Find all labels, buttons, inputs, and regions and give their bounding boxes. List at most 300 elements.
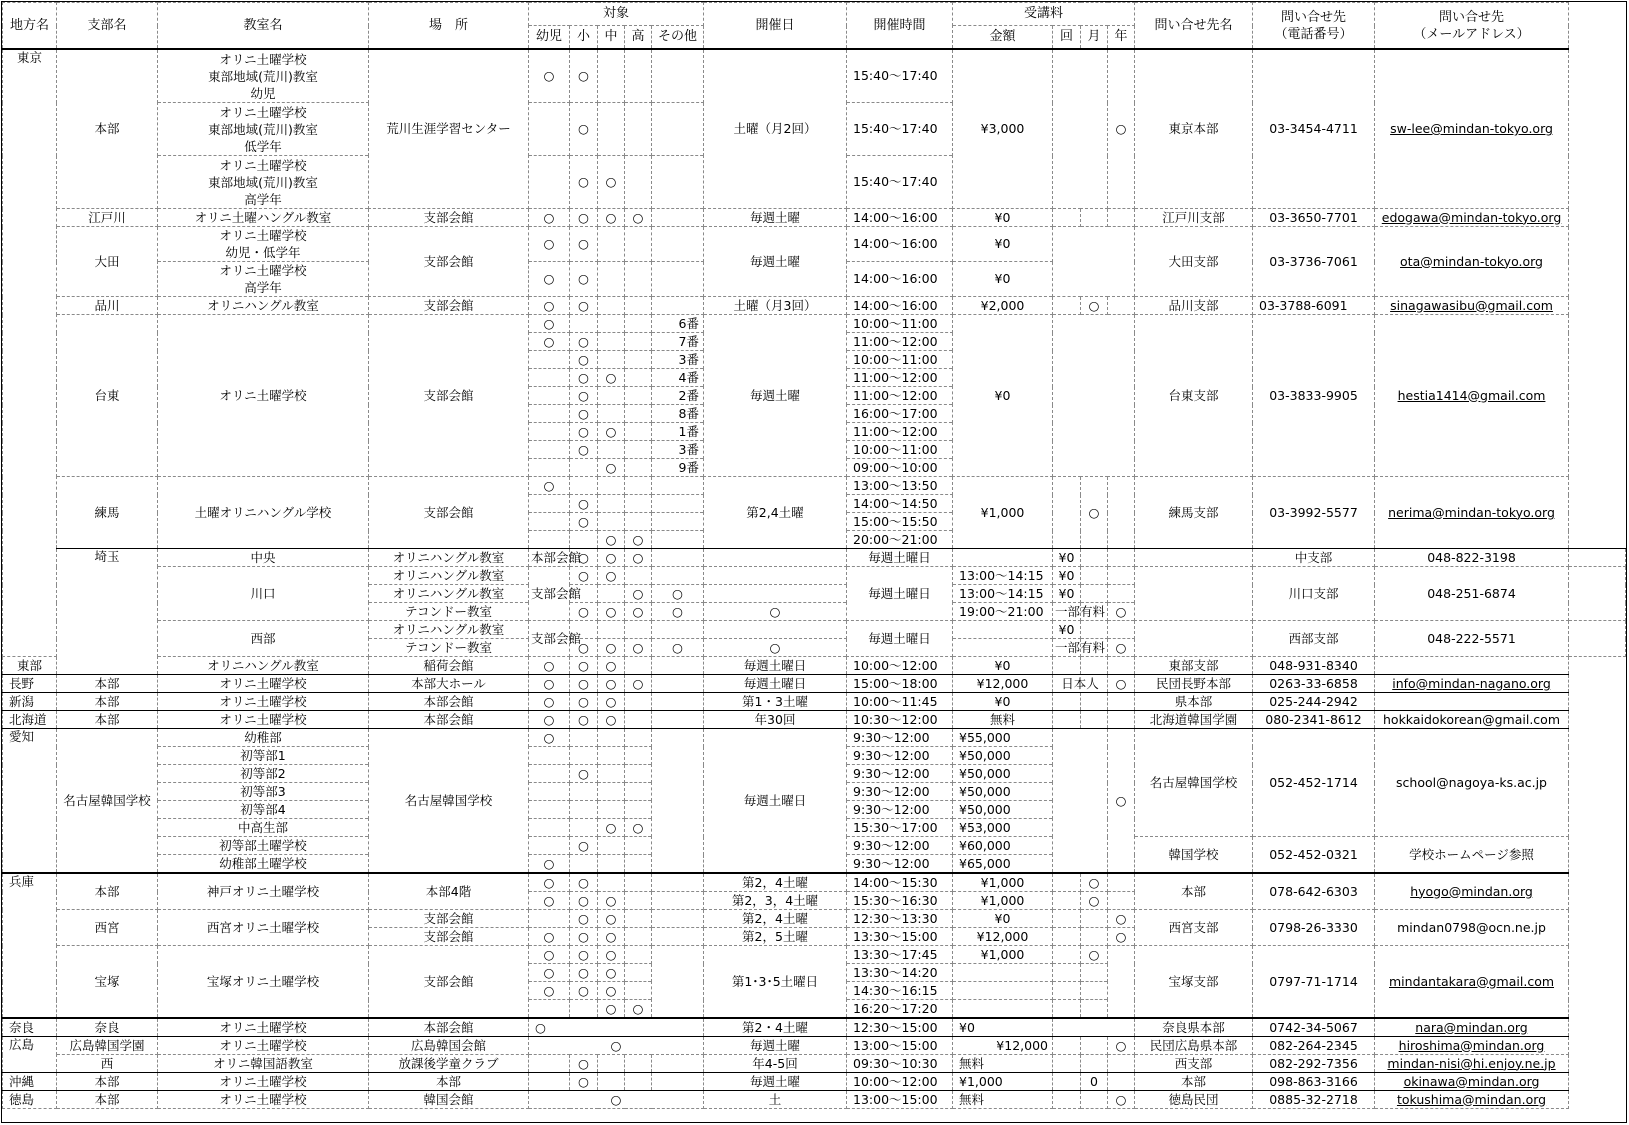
table-row [3,549,1626,567]
target-infant [529,495,570,513]
fee-amount: ¥65,000 [953,855,1053,874]
email-link[interactable]: okinawa@mindan.org [1375,1073,1569,1091]
target-elem: ○ [570,946,598,964]
fee-amount: ¥55,000 [953,729,1053,747]
branch-cell: 大田 [57,227,158,297]
fee-times [1053,873,1081,892]
branch-cell: 名古屋韓国学校 [57,729,158,874]
contact-cell: 名古屋韓国学校 [1135,729,1253,837]
target-infant: ○ [529,333,570,351]
target-infant [529,910,570,928]
time-cell: 09:00～10:00 [847,459,953,477]
time-cell [953,549,1053,567]
phone-cell: 052-452-1714 [1253,729,1375,837]
email-cell[interactable]: school@nagoya-ks.ac.jp [1375,729,1569,837]
target-infant: ○ [529,297,570,315]
target-middle [598,765,625,783]
target-other [652,103,704,156]
classroom-cell: オリニハングル教室 [369,585,529,603]
classroom-cell: オリニハングル教室 [369,621,529,639]
target-other [704,585,847,603]
target-middle: ○ [598,657,625,675]
target-other [652,873,704,892]
target-infant [529,369,570,387]
classroom-cell: オリニ土曜学校 東部地域(荒川)教室 低学年 [158,103,369,156]
target-high [625,783,652,801]
place-cell: 本部4階 [369,873,529,910]
region-cell: 広島 [3,1037,57,1073]
fee-year: ○ [1108,49,1135,209]
target-other [652,227,704,262]
target-infant: ○ [529,315,570,333]
target-middle: ○ [598,711,625,729]
fee-times [1053,1091,1081,1109]
target-other: 3番 [652,351,704,369]
fee-year [1108,477,1135,549]
target-middle [598,351,625,369]
target-elem: ○ [598,549,625,567]
time-cell: 9:30～12:00 [847,765,953,783]
fee-year [1108,657,1135,675]
target-elem: ○ [570,297,598,315]
target-middle [598,729,625,747]
header-target-other: その他 [652,26,704,50]
fee-times [1053,209,1081,227]
fee-year [1108,209,1135,227]
day-cell: 年30回 [704,711,847,729]
target-infant: ○ [529,693,570,711]
header-classroom: 教室名 [158,3,369,50]
target-high [625,423,652,441]
target-high: ○ [652,585,704,603]
time-cell: 15:40～17:40 [847,156,953,209]
time-cell: 9:30～12:00 [847,855,953,874]
fee-month [1081,1037,1108,1055]
day-cell: 毎週土曜日 [847,567,953,621]
region-cell: 長野 [3,675,57,693]
target-high [625,837,652,855]
target-infant: ○ [529,675,570,693]
day-cell: 毎週土曜日 [847,621,953,657]
place-cell: 本部大ホール [369,675,529,693]
target-elem: ○ [570,423,598,441]
target-elem: ○ [570,405,598,423]
target-other [652,1073,704,1091]
time-cell: 12:30～13:30 [847,910,953,928]
time-cell: 14:00～16:00 [847,209,953,227]
contact-cell: 西部支部 [1253,621,1375,657]
time-cell: 13:00～15:00 [847,1037,953,1055]
branch-cell: 中央 [158,549,369,567]
target-elem: ○ [570,441,598,459]
target-middle [598,855,625,874]
target-cell: ○ [529,1037,704,1055]
day-cell: 毎週土曜 [704,1073,847,1091]
email-link[interactable]: mindan-nisi@hi.enjoy.ne.jp [1375,1055,1569,1073]
target-elem [570,783,598,801]
place-cell: 支部会館 [369,928,529,946]
target-high [625,333,652,351]
target-middle [598,262,625,297]
target-middle: ○ [598,209,625,227]
fee-amount: ¥0 [953,209,1053,227]
target-infant: ○ [570,603,598,621]
classroom-cell: オリニ土曜学校 [158,1073,369,1091]
header-target: 対象 [529,3,704,26]
target-elem: ○ [570,675,598,693]
header-fee-times: 回 [1053,26,1081,50]
table-row [3,49,1626,103]
day-cell: 毎週土曜日 [847,549,953,567]
time-cell: 14:00～16:00 [847,227,953,262]
target-infant: ○ [570,639,598,657]
target-middle: ○ [598,459,625,477]
target-elem [570,747,598,765]
fee-month [1081,657,1108,675]
classroom-cell: オリニ土曜学校 幼児・低学年 [158,227,369,262]
email-cell [1375,657,1569,675]
target-infant [529,405,570,423]
fee-amount: ¥0 [953,693,1053,711]
email-link[interactable]: sinagawasibu@gmail.com [1375,297,1569,315]
email-link[interactable]: sw-lee@mindan-tokyo.org [1375,49,1569,209]
fee-amount: ¥0 [953,227,1053,262]
email-link[interactable]: tokushima@mindan.org [1375,1091,1569,1109]
branch-cell: 品川 [57,297,158,315]
table-row [3,729,1626,747]
contact-cell: 台東支部 [1135,315,1253,477]
target-high [625,262,652,297]
day-cell: 土 [704,1091,847,1109]
header-email: 問い合せ先 （メールアドレス） [1375,3,1569,50]
fee-times [1053,1055,1081,1073]
classroom-cell: 幼稚部 [158,729,369,747]
target-other: 1番 [652,423,704,441]
phone-cell: 03-3650-7701 [1253,209,1375,227]
fee-times [1053,964,1081,982]
fee-times [1081,621,1108,639]
phone-cell: 03-3833-9905 [1253,315,1375,477]
fee-month: ○ [1081,892,1108,910]
target-other: 9番 [652,459,704,477]
target-infant [529,1073,570,1091]
email-link[interactable]: nara@mindan.org [1375,1018,1569,1037]
day-cell: 第2，5土曜 [704,928,847,946]
target-elem: ○ [570,711,598,729]
fee-amount: ¥50,000 [953,765,1053,783]
fee-times [1053,1000,1081,1019]
target-infant: ○ [529,227,570,262]
fee-times [1053,657,1081,675]
email-link[interactable]: mindantakara@gmail.com [1375,946,1569,1019]
target-other [652,495,704,513]
fee-year [1108,297,1135,315]
place-cell: 荒川生涯学習センター [369,49,529,209]
day-cell: 第2，4土曜 [704,910,847,928]
contact-cell: 中支部 [1253,549,1375,567]
target-high [625,156,652,209]
classroom-cell: 幼稚部土曜学校 [158,855,369,874]
target-middle [598,873,625,892]
time-cell: 11:00～12:00 [847,333,953,351]
email-link[interactable]: info@mindan-nagano.org [1375,675,1569,693]
phone-cell: 025-244-2942 [1253,693,1375,711]
target-other [704,621,847,639]
place-cell: 支部会館 [369,315,529,477]
classroom-cell: 神戸オリニ土曜学校 [158,873,369,910]
classroom-cell: オリニ土曜学校 [158,711,369,729]
target-middle: ○ [598,156,625,209]
header-target-infant: 幼児 [529,26,570,50]
target-other: 8番 [652,405,704,423]
classroom-cell: オリニ土曜学校 [158,693,369,711]
email-link[interactable]: nerima@mindan-tokyo.org [1375,477,1569,549]
target-elem: ○ [570,209,598,227]
target-middle [598,1055,625,1073]
time-cell: 15:40～17:40 [847,103,953,156]
classroom-cell: 中高生部 [158,819,369,837]
classroom-cell: 西宮オリニ土曜学校 [158,910,369,946]
target-high [625,227,652,262]
target-elem: ○ [570,369,598,387]
target-elem: ○ [570,964,598,982]
email-cell[interactable]: mindan0798@ocn.ne.jp [1375,910,1569,946]
target-infant: ○ [529,209,570,227]
fee-times: 日本人 [1053,675,1108,693]
target-middle [598,783,625,801]
target-elem: ○ [598,603,625,621]
email-link[interactable]: edogawa@mindan-tokyo.org [1375,209,1569,227]
phone-cell: 080-2341-8612 [1253,711,1375,729]
region-cell: 徳島 [3,1091,57,1109]
fee-amount: ¥1,000 [953,1073,1053,1091]
phone-cell: 0885-32-2718 [1253,1091,1375,1109]
time-cell: 16:00～17:00 [847,405,953,423]
target-infant [529,103,570,156]
email-link[interactable]: hiroshima@mindan.org [1375,1037,1569,1055]
phone-cell: 078-642-6303 [1253,873,1375,910]
classroom-cell: オリニ土曜学校 [158,1091,369,1109]
fee-amount: ¥0 [953,657,1053,675]
header-phone: 問い合せ先 （電話番号） [1253,3,1375,50]
fee-amount: ¥0 [1053,585,1081,603]
fee-amount: 無料 [953,1055,1053,1073]
target-elem [570,459,598,477]
target-high: ○ [652,639,704,657]
fee-times [1053,1037,1081,1055]
table-row [3,693,1626,711]
target-other [652,892,704,910]
email-cell: 学校ホームページ参照 [1375,837,1569,874]
place-cell: 稲荷会館 [369,657,529,675]
target-elem: ○ [598,639,625,657]
fee-year [1108,873,1135,892]
classroom-cell: オリニ土曜学校 東部地域(荒川)教室 幼児 [158,49,369,103]
target-elem: ○ [570,49,598,103]
classroom-cell: テコンドー教室 [369,603,529,621]
target-middle [625,621,652,639]
classroom-cell: オリニハングル教室 [369,549,529,567]
fee-month: ○ [1081,873,1108,892]
contact-cell: 東京本部 [1135,49,1253,209]
target-elem [570,819,598,837]
target-other [652,910,704,928]
target-high [625,315,652,333]
fee-amount: ¥0 [953,315,1053,477]
place-cell: 支部会館 [369,946,529,1019]
target-middle [598,477,625,495]
fee-amount: ¥53,000 [953,819,1053,837]
fee-year [1108,711,1135,729]
table-row [3,477,1626,495]
email-link[interactable]: hestia1414@gmail.com [1375,315,1569,477]
contact-cell: 大田支部 [1135,227,1253,297]
branch-cell: 台東 [57,315,158,477]
target-high: ○ [625,675,652,693]
classroom-cell: 初等部4 [158,801,369,819]
classroom-cell: オリニハングル教室 [158,657,369,675]
contact-cell: 西宮支部 [1135,910,1253,946]
phone-cell: 082-292-7356 [1253,1055,1375,1073]
header-region: 地方名 [3,3,57,50]
day-cell: 第2，4土曜 [704,873,847,892]
target-middle: ○ [598,928,625,946]
contact-cell: 民団広島県本部 [1135,1037,1253,1055]
classroom-cell: オリニ土曜学校 [158,315,369,477]
fee-year [1108,892,1135,910]
place-cell: 名古屋韓国学校 [369,729,529,874]
fee-year: ○ [1108,729,1135,874]
phone-cell: 048-251-6874 [1375,567,1569,621]
target-high [625,297,652,315]
target-middle: ○ [598,693,625,711]
place-cell: 支部会館 [369,297,529,315]
header-target-high: 高 [625,26,652,50]
fee-year: ○ [1108,1037,1135,1055]
target-high [625,459,652,477]
target-high [625,892,652,910]
fee-year: ○ [1108,675,1135,693]
target-infant: ○ [529,873,570,892]
target-middle [598,315,625,333]
target-other: 3番 [652,441,704,459]
target-high [625,405,652,423]
table-row [3,1055,1626,1073]
time-cell: 10:00～11:00 [847,315,953,333]
email-link[interactable]: hyogo@mindan.org [1375,873,1569,910]
email-link[interactable]: hokkaidokorean@gmail.com [1375,711,1569,729]
target-middle [598,495,625,513]
time-cell: 15:00～18:00 [847,675,953,693]
target-high [625,387,652,405]
fee-year: ○ [1108,910,1135,928]
target-other: 4番 [652,369,704,387]
table-row [3,873,1626,892]
target-elem: ○ [570,513,598,531]
target-high [625,495,652,513]
region-cell: 沖縄 [3,1073,57,1091]
fee-times [1053,711,1081,729]
branch-cell: 本部 [57,675,158,693]
fee-month [1081,928,1108,946]
target-elem: ○ [570,657,598,675]
fee-amount [953,1000,1053,1019]
time-cell: 13:30～15:00 [847,928,953,946]
fee-year [1135,621,1253,657]
fee-period [1053,1018,1135,1037]
target-infant [529,351,570,369]
target-other [652,657,704,675]
fee-amount: 一部有料 [1053,603,1081,621]
target-infant [529,423,570,441]
day-cell: 毎週土曜日 [704,675,847,693]
target-infant [529,387,570,405]
fee-month [1081,1091,1108,1109]
target-infant [529,441,570,459]
branch-cell: 本部 [57,1073,158,1091]
classroom-cell: テコンドー教室 [369,639,529,657]
target-other [652,711,704,729]
fee-times [1053,892,1081,910]
target-other [704,549,847,567]
fee-year [1135,549,1253,567]
phone-cell: 048-222-5571 [1375,621,1569,657]
region-cell: 愛知 [3,729,57,874]
target-infant: ○ [529,982,570,1000]
target-middle: ○ [598,423,625,441]
fee-month [1108,621,1135,639]
time-cell: 10:00～12:00 [847,1073,953,1091]
target-middle [598,513,625,531]
time-cell: 19:00～21:00 [953,603,1053,621]
target-elem: ○ [570,1055,598,1073]
time-cell: 13:00～14:15 [953,585,1053,603]
place-cell: 本部会館 [369,1018,529,1037]
place-cell: 支部会館 [369,477,529,549]
target-infant: ○ [529,477,570,495]
target-infant: ○ [570,549,598,567]
target-middle: ○ [625,639,652,657]
day-cell: 土曜（月3回） [704,297,847,315]
table-row [3,621,1626,639]
branch-cell: 奈良 [57,1018,158,1037]
fee-year [1108,1073,1135,1091]
branch-cell: 本部 [57,711,158,729]
branch-cell: 西 [57,1055,158,1073]
target-high [625,910,652,928]
fee-times [1053,297,1081,315]
time-cell: 14:00～15:30 [847,873,953,892]
target-middle [598,387,625,405]
fee-times-month [1053,729,1108,874]
fee-month [1081,1000,1108,1019]
target-middle [598,227,625,262]
target-elem: ○ [570,387,598,405]
fee-times [1081,585,1108,603]
time-cell: 15:30～16:30 [847,892,953,910]
target-infant [529,819,570,837]
classroom-cell: オリニ土曜学校 [158,675,369,693]
branch-cell: 広島韓国学園 [57,1037,158,1055]
contact-cell: 西支部 [1135,1055,1253,1073]
target-infant [529,156,570,209]
target-other: 6番 [652,315,704,333]
fee-amount: ¥1,000 [953,477,1053,549]
fee-month [1081,693,1108,711]
contact-cell: 東部支部 [1135,657,1253,675]
target-infant: ○ [529,892,570,910]
email-link[interactable]: ota@mindan-tokyo.org [1375,227,1569,297]
